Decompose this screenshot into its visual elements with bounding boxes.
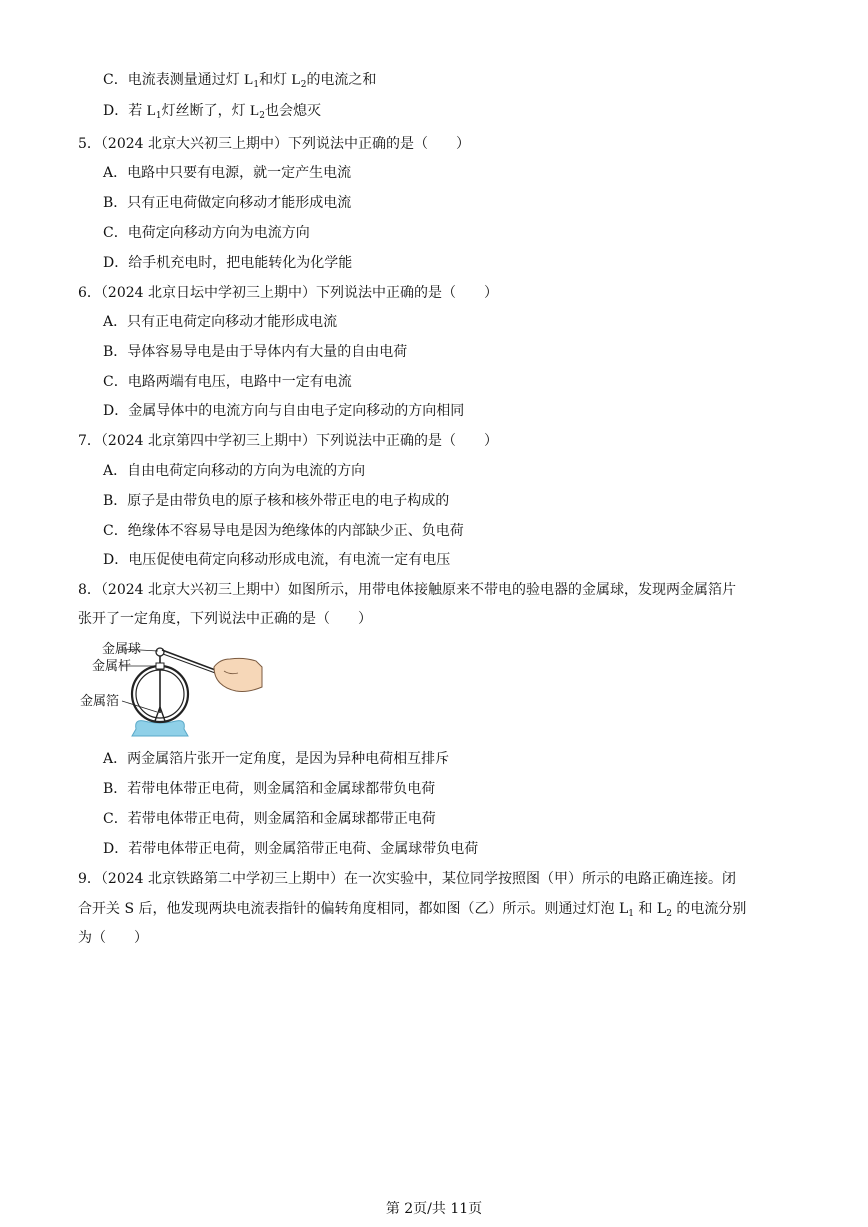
hand-icon: [214, 658, 262, 691]
q7-option-c: C．绝缘体不容易导电是因为绝缘体的内部缺少正、负电荷: [103, 523, 464, 539]
q9-line2-mid: 和 L: [633, 901, 667, 917]
metal-foil-left: [155, 707, 160, 721]
q8-stem-line2: 张开了一定角度，下列说法中正确的是（ ）: [78, 611, 372, 627]
rod-stopper: [156, 663, 164, 669]
q4-d-text-mid: 灯丝断了，灯: [161, 103, 251, 119]
q6-option-d: D．金属导体中的电流方向与自由电子定向移动的方向相同: [103, 403, 465, 419]
metal-ball: [156, 648, 164, 656]
subscript: 1: [253, 80, 260, 90]
q9-line2-post: 的电流分别: [671, 901, 747, 917]
q7-option-d: D．电压促使电荷定向移动形成电流，有电流一定有电压: [103, 552, 451, 568]
q8-stem-line1: 8．（2024 北京大兴初三上期中）如图所示，用带电体接触原来不带电的验电器的金属球，发现两金属箔片: [78, 582, 736, 598]
q6-stem: 6．（2024 北京日坛中学初三上期中）下列说法中正确的是（ ）: [78, 285, 498, 301]
q6-option-c: C．电路两端有电压，电路中一定有电流: [103, 374, 352, 390]
q5-option-c: C．电荷定向移动方向为电流方向: [103, 225, 310, 241]
page-footer: 第 2页/共 11页: [385, 1201, 483, 1217]
metal-foil-right: [160, 707, 165, 721]
q6-option-a: A．只有正电荷定向移动才能形成电流: [103, 314, 338, 330]
q5-option-b: B．只有正电荷做定向移动才能形成电流: [103, 195, 352, 211]
q8-option-a: A．两金属箔片张开一定角度，是因为异种电荷相互排斥: [103, 751, 450, 767]
q4-d-text-post: 也会熄灭: [264, 103, 321, 119]
q7-stem: 7．（2024 北京第四中学初三上期中）下列说法中正确的是（ ）: [78, 433, 498, 449]
charged-rod-edge: [163, 654, 218, 674]
electroscope-figure: [78, 637, 268, 745]
q5-option-a: A．电路中只要有电源，就一定产生电流: [103, 165, 352, 181]
q4-d-text-pre: D．若: [103, 103, 147, 119]
label-line-foil: [122, 701, 157, 712]
q7-option-a: A．自由电荷定向移动的方向为电流的方向: [103, 463, 366, 479]
subscript: 2: [259, 111, 265, 121]
label-metal-rod: 金属杆: [92, 659, 132, 674]
q9-line2-pre: 合开关 S 后，他发现两块电流表指针的偏转角度相同，都如图（乙）所示。则通过灯泡 L: [78, 901, 629, 917]
q4-c-text-post: 的电流之和: [306, 72, 377, 88]
label-metal-ball: 金属球: [102, 642, 142, 657]
q9-stem-line3: 为（ ）: [78, 930, 148, 946]
q4-option-d: [103, 101, 321, 126]
subscript: 1: [628, 909, 634, 919]
q5-stem: 5．（2024 北京大兴初三上期中）下列说法中正确的是（ ）: [78, 136, 470, 152]
q4-c-text-pre: C．电流表测量通过灯: [103, 72, 245, 88]
q9-stem-line2: [78, 899, 746, 924]
q8-option-c: C．若带电体带正电荷，则金属箔和金属球都带正电荷: [103, 811, 436, 827]
q4-c-text-mid: 和灯: [259, 72, 292, 88]
q8-option-b: B．若带电体带正电荷，则金属箔和金属球都带负电荷: [103, 781, 436, 797]
lamp-letter: L: [250, 103, 260, 119]
q9-stem-line1: 9．（2024 北京铁路第二中学初三上期中）在一次实验中，某位同学按照图（甲）所示的电路正确连接。闭: [78, 871, 736, 887]
subscript: 2: [666, 909, 672, 919]
q6-option-b: B．导体容易导电是由于导体内有大量的自由电荷: [103, 344, 408, 360]
lamp-letter: L: [291, 72, 301, 88]
q4-option-c: [103, 70, 376, 95]
q5-option-d: D．给手机充电时，把电能转化为化学能: [103, 255, 353, 271]
lamp-letter: L: [146, 103, 156, 119]
q7-option-b: B．原子是由带负电的原子核和核外带正电的电子构成的: [103, 493, 450, 509]
lamp-letter: L: [244, 72, 254, 88]
q8-option-d: D．若带电体带正电荷，则金属箔带正电荷、金属球带负电荷: [103, 841, 479, 857]
subscript: 2: [300, 80, 307, 90]
subscript: 1: [155, 111, 162, 121]
label-metal-foil: 金属箔: [80, 694, 120, 709]
